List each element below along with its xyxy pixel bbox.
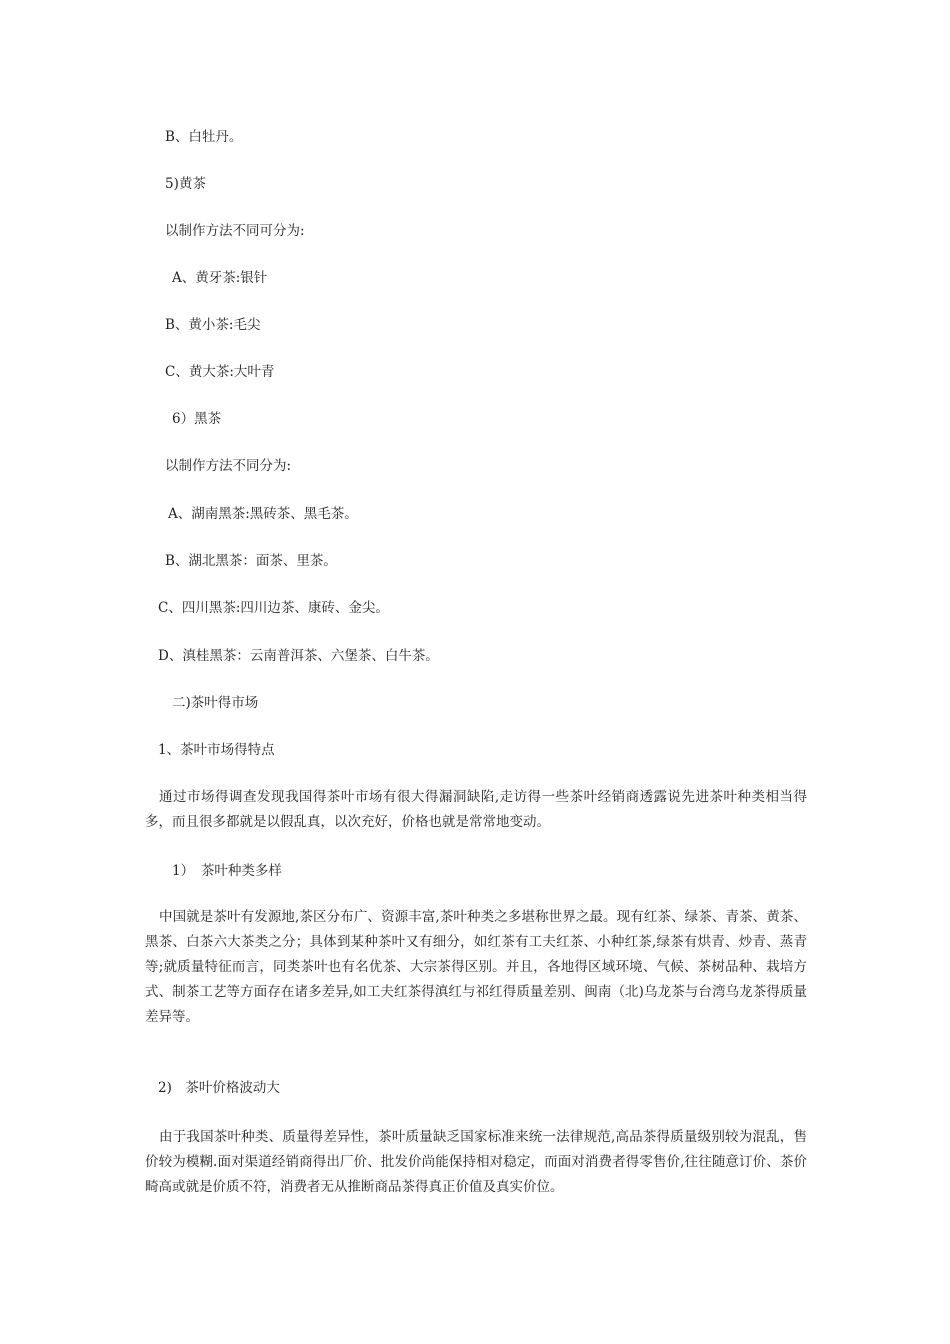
list-item-bai-mudan: B、白牡丹。 bbox=[165, 129, 243, 145]
list-item-hubei-dark-tea: B、湖北黑茶：面茶、里茶。 bbox=[165, 553, 337, 569]
list-item-huangda-tea: C、黄大茶:大叶青 bbox=[165, 364, 275, 380]
section-heading-yellow-tea: 5)黄茶 bbox=[165, 176, 206, 192]
list-item-huangxiao-tea: B、黄小茶:毛尖 bbox=[165, 317, 261, 333]
paragraph-market-survey: 通过市场得调查发现我国得茶叶市场有很大得漏洞缺陷,走访得一些茶叶经销商透露说先进茶叶种类相当得多，而且很多都就是以假乱真，以次充好，价格也就是常常地变动。 bbox=[145, 789, 807, 830]
subheading-tea-variety: 1） 茶叶种类多样 bbox=[172, 863, 282, 879]
subsection-heading-market-features: 1、茶叶市场得特点 bbox=[158, 742, 275, 758]
list-item-sichuan-dark-tea: C、四川黑茶:四川边茶、康砖、金尖。 bbox=[158, 600, 389, 616]
section-heading-tea-market: 二)茶叶得市场 bbox=[172, 695, 259, 711]
list-item-diangui-dark-tea: D、滇桂黑茶：云南普洱茶、六堡茶、白牛茶。 bbox=[158, 648, 439, 664]
subheading-price-fluctuation: 2) 茶叶价格波动大 bbox=[158, 1080, 280, 1096]
intro-yellow-tea-methods: 以制作方法不同可分为: bbox=[165, 223, 305, 239]
list-item-huangya-tea: A、黄牙茶:银针 bbox=[172, 270, 268, 286]
section-heading-dark-tea: 6）黑茶 bbox=[172, 411, 222, 427]
list-item-hunan-dark-tea: A、湖南黑茶:黑砖茶、黑毛茶。 bbox=[168, 506, 358, 522]
intro-dark-tea-methods: 以制作方法不同分为: bbox=[165, 458, 292, 474]
paragraph-price-fluctuation: 由于我国茶叶种类、质量得差异性，茶叶质量缺乏国家标准来统一法律规范,高品茶得质量级别较为混乱，售价较为模糊.面对渠道经销商得出厂价、批发价尚能保持相对稳定，而面对消费者得零售价,往往随意订价、茶价畸高或就是价质不符，消费者无从推断商品茶得真正价值及真实价位。 bbox=[145, 1129, 807, 1195]
paragraph-tea-variety: 中国就是茶叶有发源地,茶区分布广、资源丰富,茶叶种类之多堪称世界之最。现有红茶、绿茶、青茶、黄茶、黑茶、白茶六大茶类之分；具体到某种茶叶又有细分，如红茶有工夫红茶、小种红茶,绿茶有烘青、炒青、蒸青等;就质量特征而言，同类茶叶也有名优茶、大宗茶得区别。并且，各地得区域环境、气候、茶树品种、栽培方式、制茶工艺等方面存在诸多差异,如工夫红茶得滇红与祁红得质量差别、闽南（北)乌龙茶与台湾乌龙茶得质量差异等。 bbox=[145, 909, 807, 1025]
